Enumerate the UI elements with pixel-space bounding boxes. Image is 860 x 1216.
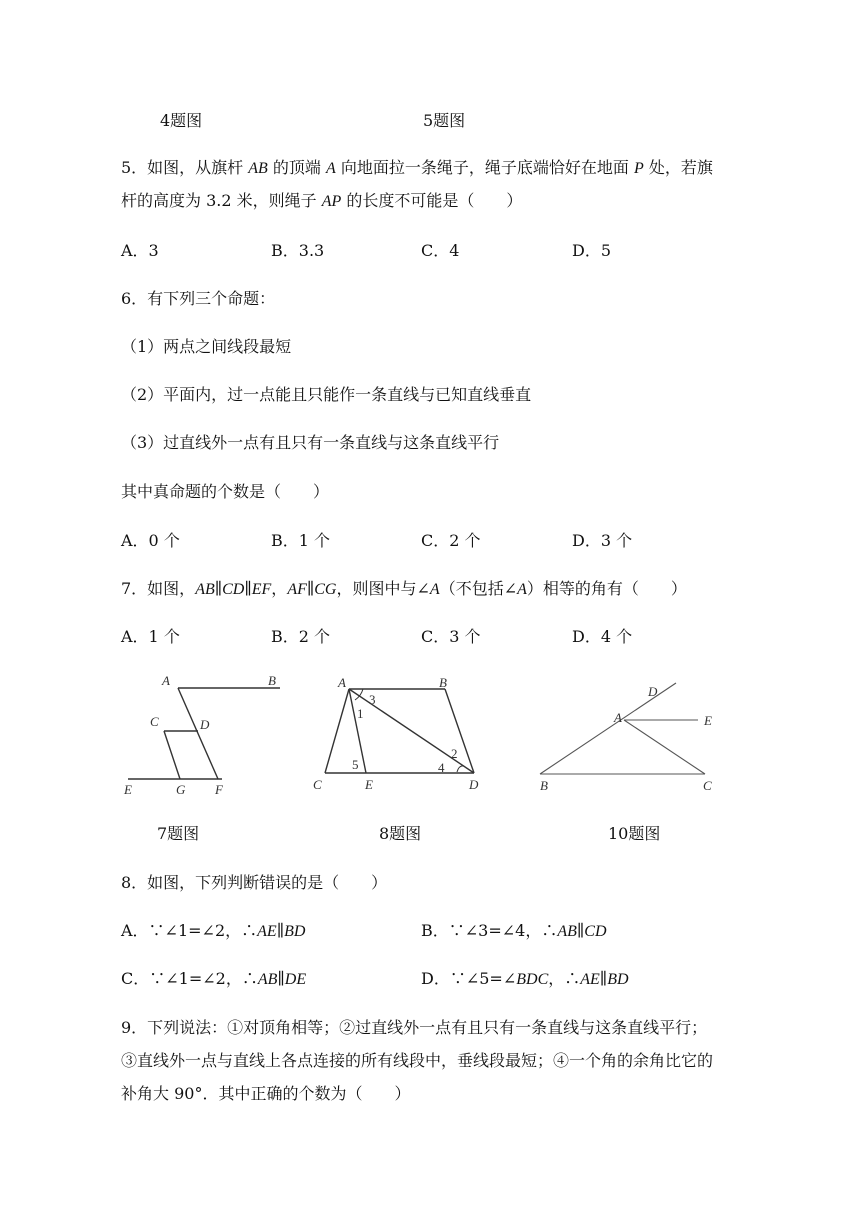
fig7-label-E: E [124, 782, 132, 797]
q5-option-b: B．3.3 [271, 241, 325, 260]
q5-option-a: A．3 [121, 241, 159, 260]
q9-line3: 补角大 90°．其中正确的个数为（ ） [121, 1084, 411, 1103]
fig7-caption: 7题图 [157, 824, 200, 843]
q5-line1: 5．如图，从旗杆 AB 的顶端 A 向地面拉一条绳子，绳子底端恰好在地面 P 处，若旗 [121, 158, 713, 177]
q8-option-b: B．∵∠3=∠4，∴AB∥CD [421, 921, 607, 940]
figure-7 [120, 668, 290, 803]
fig8-label-A: A [338, 675, 346, 690]
fig7-label-A: A [162, 673, 170, 688]
fig7-label-G: G [176, 782, 186, 797]
fig7-label-D: D [200, 717, 210, 732]
q6-proposition-3: （3）过直线外一点有且只有一条直线与这条直线平行 [121, 433, 500, 452]
q5-line2: 杆的高度为 3.2 米，则绳子 AP 的长度不可能是（ ） [121, 191, 523, 210]
fig8-label-C: C [313, 777, 322, 792]
fig10-caption: 10题图 [608, 824, 661, 843]
q9-line2: ③直线外一点与直线上各点连接的所有线段中，垂线段最短；④一个角的余角比它的 [121, 1051, 714, 1070]
fig7-label-C: C [150, 714, 159, 729]
fig7-label-F: F [215, 782, 223, 797]
fig8-angle-5: 5 [352, 757, 359, 772]
fig8-angle-1: 1 [357, 706, 364, 721]
q8-option-a: A．∵∠1=∠2，∴AE∥BD [121, 921, 306, 940]
fig10-label-B: B [540, 778, 548, 793]
q7-option-b: B．2 个 [271, 627, 331, 646]
fig8-caption: 8题图 [379, 824, 422, 843]
fig5-caption: 5题图 [423, 111, 466, 130]
fig8-label-E: E [365, 777, 373, 792]
q9-line1: 9．下列说法：①对顶角相等；②过直线外一点有且只有一条直线与这条直线平行； [121, 1018, 708, 1037]
fig7-label-B: B [268, 673, 276, 688]
fig10-label-C: C [703, 778, 712, 793]
q7-option-d: D．4 个 [572, 627, 633, 646]
q6-option-d: D．3 个 [572, 531, 633, 550]
q6-ask: 其中真命题的个数是（ ） [121, 482, 330, 501]
fig10-label-E: E [704, 713, 712, 728]
fig10-label-D: D [648, 684, 658, 699]
fig8-angle-3: 3 [369, 692, 376, 707]
q7-option-a: A．1 个 [121, 627, 180, 646]
q7-stem: 7．如图，AB∥CD∥EF，AF∥CG，则图中与∠A（不包括∠A）相等的角有（ ） [121, 579, 687, 598]
q6-proposition-2: （2）平面内，过一点能且只能作一条直线与已知直线垂直 [121, 385, 532, 404]
q6-stem: 6．有下列三个命题： [121, 289, 276, 308]
q7-option-c: C．3 个 [421, 627, 481, 646]
q6-option-a: A．0 个 [121, 531, 180, 550]
figure-10 [530, 676, 730, 801]
fig8-label-D: D [469, 777, 479, 792]
fig4-caption: 4题图 [160, 111, 203, 130]
q5-option-d: D．5 [572, 241, 612, 260]
q8-option-c: C．∵∠1=∠2，∴AB∥DE [121, 969, 307, 988]
figure-8 [305, 668, 485, 803]
q5-option-c: C．4 [421, 241, 460, 260]
q6-option-b: B．1 个 [271, 531, 331, 550]
fig10-label-A: A [614, 710, 622, 725]
q8-option-d: D．∵∠5=∠BDC，∴AE∥BD [421, 969, 629, 988]
fig8-angle-4: 4 [438, 760, 445, 775]
q8-stem: 8．如图，下列判断错误的是（ ） [121, 873, 388, 892]
fig8-angle-2: 2 [451, 746, 458, 761]
fig8-label-B: B [439, 675, 447, 690]
q6-option-c: C．2 个 [421, 531, 481, 550]
q6-proposition-1: （1）两点之间线段最短 [121, 337, 292, 356]
